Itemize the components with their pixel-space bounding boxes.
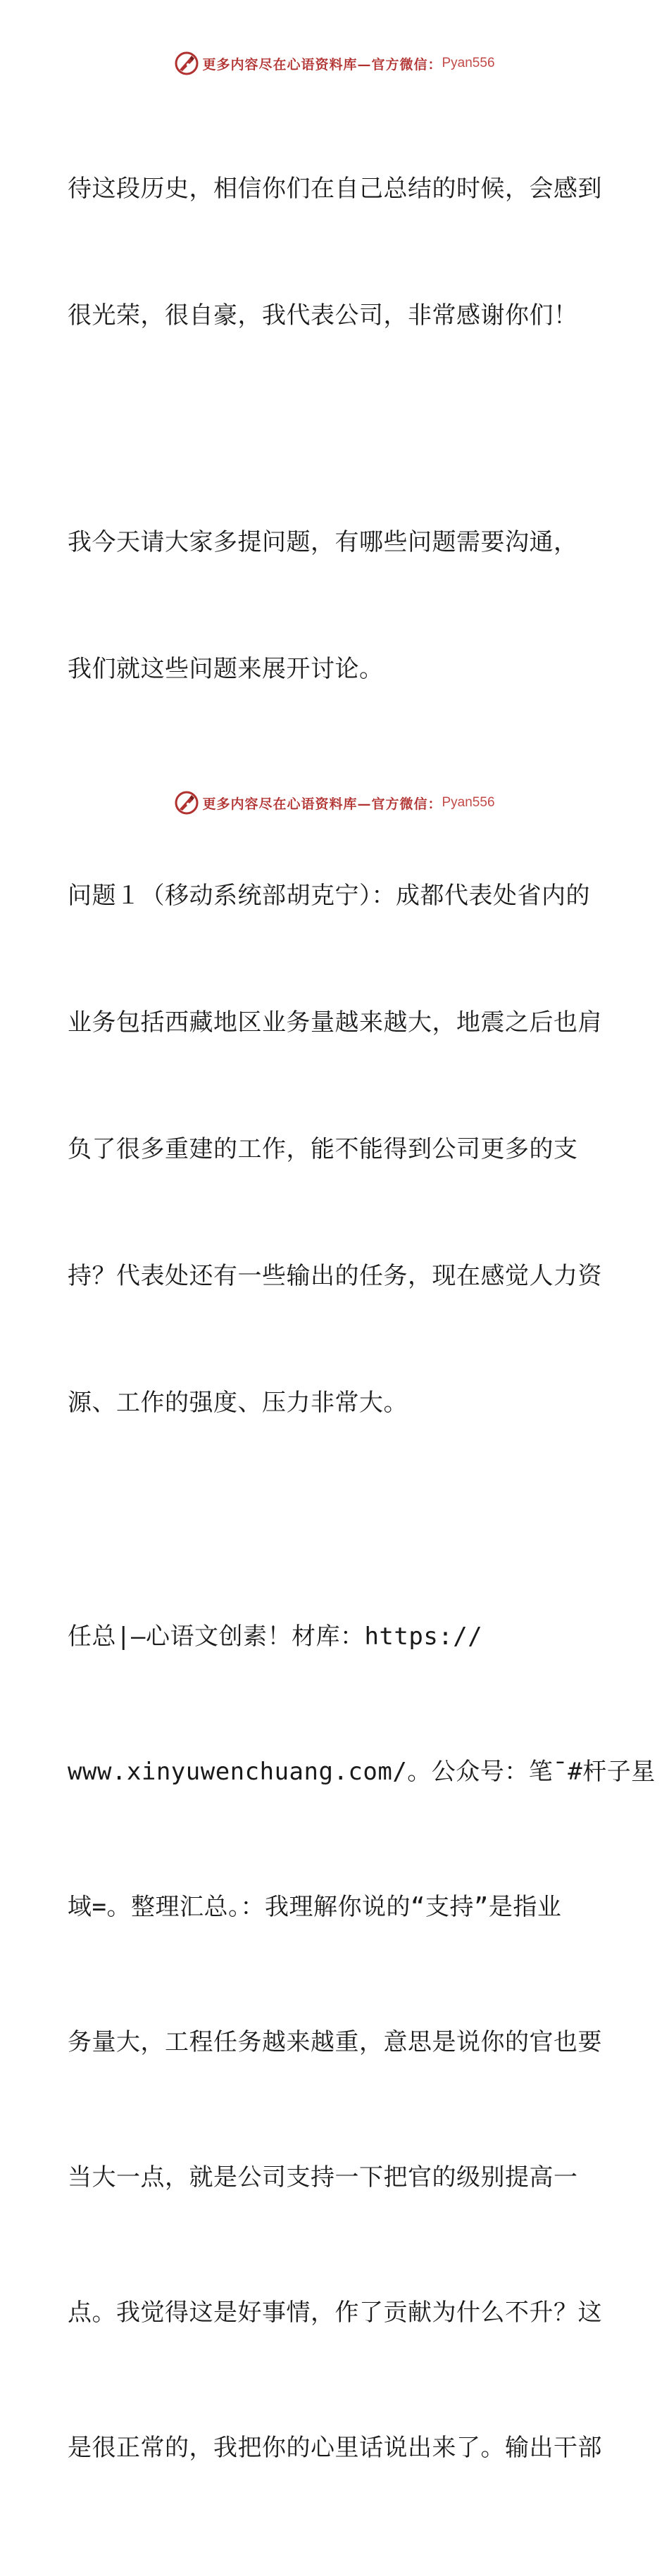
text-line: 业务包括西藏地区业务量越来越大，地震之后也肩 bbox=[68, 1008, 602, 1037]
paragraph-3 bbox=[68, 790, 603, 1508]
banner-wechat-id: Pyan556 bbox=[442, 56, 495, 70]
text-line: 当大一点，就是公司支持一下把官的级别提高一 bbox=[68, 2163, 578, 2192]
text-line: 任总|—心语文创素！材库：https:// bbox=[68, 1622, 483, 1651]
text-line: 很光荣，很自豪，我代表公司，非常感谢你们！ bbox=[68, 301, 578, 330]
text-line: 点。我觉得这是好事情，作了贡献为什么不升？这 bbox=[68, 2299, 602, 2327]
paragraph-4 bbox=[68, 1524, 656, 2561]
banner-wechat-id: Pyan556 bbox=[442, 795, 495, 810]
text-line: 源、工作的强度、压力非常大。 bbox=[68, 1389, 408, 1417]
text-line: www.xinyuwenchuang.com/。公众号：笔¯#杆子星 bbox=[68, 1758, 656, 1786]
text-line: 我们就这些问题来展开讨论。 bbox=[68, 655, 384, 683]
text-line: 是很正常的，我把你的心里话说出来了。输出干部 bbox=[68, 2434, 602, 2462]
banner-title: 更多内容尽在心语资料库—官方微信： bbox=[202, 56, 442, 73]
text-line: 问题１（移动系统部胡克宁）：成都代表处省内的 bbox=[68, 882, 590, 910]
text-line: 持？代表处还有一些输出的任务，现在感觉人力资 bbox=[68, 1262, 602, 1290]
text-line: 负了很多重建的工作，能不能得到公司更多的支 bbox=[68, 1135, 578, 1163]
text-line: 务量大，工程任务越来越重，意思是说你的官也要 bbox=[68, 2028, 602, 2056]
footer-banner[interactable] bbox=[0, 787, 669, 818]
body-text bbox=[68, 83, 656, 2576]
banner-title: 更多内容尽在心语资料库—官方微信： bbox=[202, 796, 442, 812]
text-line: 我今天请大家多提问题，有哪些问题需要沟通， bbox=[68, 528, 578, 556]
pen-logo-icon bbox=[174, 51, 199, 76]
pen-logo-icon bbox=[174, 790, 199, 815]
paragraph-2 bbox=[68, 437, 603, 775]
paragraph-1 bbox=[68, 83, 603, 421]
text-line: 待这段历史，相信你们在自己总结的时候，会感到 bbox=[68, 175, 602, 203]
text-line: 域=。整理汇总。：我理解你说的“支持”是指业 bbox=[68, 1893, 562, 1921]
header-banner[interactable] bbox=[0, 48, 669, 79]
